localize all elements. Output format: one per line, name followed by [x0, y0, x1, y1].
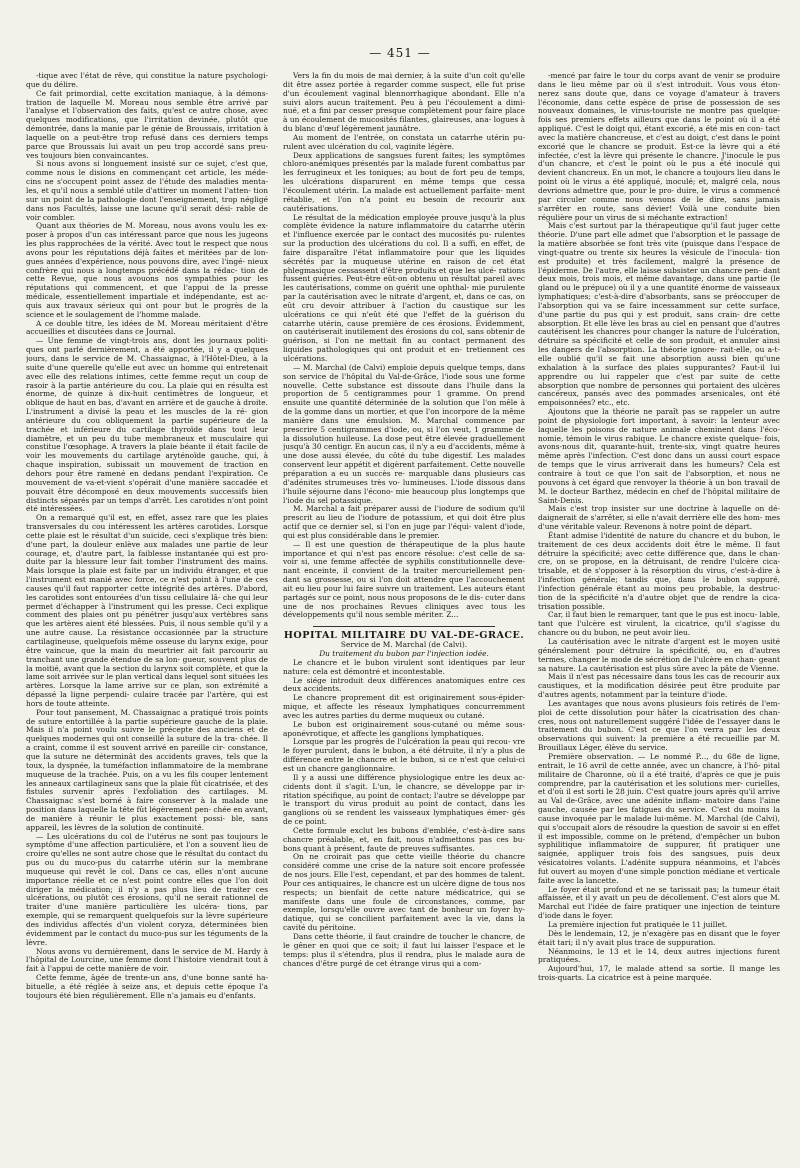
paragraph: Aujourd'hui, 17, le malade attend sa sortie. Il mange les trois-quarts. La cicatrice est à peine marquée.	[538, 964, 780, 983]
paragraph: Quant aux théories de M. Moreau, nous avons voulu les ex- poser à propos d'un cas intéressant parce que nous les jugeons les plus rapprochées de la vérité. Avec tout le respect que nous avons pour les réputations déjà faites et méritées par de lon- gues années d'expérience, nous pouvons dire, avec l'ingé- nieux confrère qui nous a longtemps précédé dans la rédac- tion de cette Revue, que nous avouons nos sympathies pour les réputations qui commencent, et que l'appui de la presse médicale, essentiellement impartiale et indépendante, est ac- quis aux travaux sérieux qui ont pour but le progrès de la science et le soulagement de l'homme malade.	[26, 221, 268, 319]
paragraph: Le bubon est originairement sous-cutané ou même sous- aponévrotique, et affecte les ganglions lymphatiques.	[283, 719, 525, 738]
paragraph: Le siége introduit deux différences anatomiques entre ces deux accidents.	[283, 675, 525, 694]
paragraph: Vers la fin du mois de mai dernier, à la suite d'un coït qu'elle dit être assez portée à regarder comme suspect, elle fut prise d'un écoulement vaginal blennorrhagique abondant. Elle n'a suivi alors aucun traitement. Peu à peu l'écoulement a dimi- nué, et a fini par cesser presque complètement pour faire place à un écoulement de mucosités filantes, glaireuses, ana- logues à du blanc d'œuf légèrement jaunâtre.	[283, 72, 525, 134]
paragraph: La première injection fut pratiquée le 11 juillet.	[548, 920, 728, 929]
column-left	[26, 72, 268, 1152]
paragraph: Néanmoins, le 13 et le 14, deux autres injections furent pratiquées.	[538, 946, 780, 965]
paragraph: Ajoutons que la théorie ne paraît pas se rappeler un autre point de physiologie fort important, à savoir: la lenteur avec laquelle les poisons de nature animale cheminent dans l'éco- nomie, témoin le virus rabique. Le chancre existe quelque- fois, avons-nous dit, quarante-huit, trente-six, vingt quatre heures même après l'infection. C'est donc dans un aussi court espace de temps que le virus arriverait dans les humeurs? Cela est contraire à tout ce que l'on sait de l'absorption, et nous ne pouvons à cet égard que renvoyer la théorie à un bon travail de M. le docteur Barthez, médecin en chef de l'hôpital militaire de Saint-Denis.	[538, 407, 780, 505]
paragraph: Mais c'est surtout par la thérapeutique qu'il faut juger cette théorie. D'une part elle admet que l'absorption et le passage de la matière absorbée se font très vite (puisque dans l'espace de vingt-quatre ou trente six heures la vésicule de l'inocula- tion est produite) et très facilement, malgré la présence de l'épiderme. De l'autre, elle laisse subsister un chancre pen- dant deux mois, trois mois, et même davantage, dans une partie (le gland ou le prépuce) où il y a une quantité énorme de vaisseaux lymphatiques; c'est-à-dire d'absorbants, sans se préoccuper de l'absorption qui va se faire incessamment sur cette surface, d'une partie du pus qui y est produit, sans crain- dre cette absorption. Et elle lève les bras au ciel en pensant que d'autres cautérisent les chancres pour changer la nature de l'ulcération, détruire sa spécificité et celle de son produit, et annuler ainsi les dangers de l'absorption. La théorie ignore- rait-elle, ou a-t-elle oublié qu'il se fait une absorption aussi bien qu'une exhalation à la surface des plaies suppurantes? Faut-il lui apprendre ou lui rappeler que c'est par suite de cette absorption que nombre de personnes qui portaient des ulcères cancéreux, pansés avec des pommades arsenicales, ont été empoisonnées? etc., etc.	[538, 221, 780, 408]
paragraph: On a remarqué qu'il est, en effet, assez rare que les plaies transversales du cou intéressent les artères carotides. Lorsque cette plaie est le résultat d'un suicide, ceci s'explique très bien: d'une part, la douleur enlève aux malades une partie de leur courage, et, d'autre part, la faiblesse instantanée qui est pro- duite par la blessure leur fait tomber l'instrument des mains. Mais lorsque la plaie est faite par un individu étranger, et que l'instrument est manié avec force, ce n'est point à l'une de ces causes qu'il faut rapporter cette intégrité des artères. D'abord, les carotides sont entourées d'un tissu cellulaire lâ- che qui leur permet d'échapper à l'instrument qui les presse. Ceci explique comment des plaies ont pu pénétrer jusqu'aux vertèbres sans que les artères aient été blessées. Puis, il nous semble qu'il y a une autre cause. La résistance occasionnée par la structure cartilagineuse, quelquefois même osseuse du larynx exige, pour être vaincue, que la main du meurtrier ait fait parcourir au tranchant une grande étendue de sa lon- gueur, souvent plus de la moitié, avant que la section du larynx soit complète, et que la lame soit arrivée sur le plan vertical dans lequel sont situées les artères. Lorsque la lame arrive sur ce plan, son extrémité a dépassé la ligne perpendi- culaire tracée par l'artère, qui est hors de toute atteinte.	[26, 513, 268, 708]
column-right	[538, 72, 780, 1152]
paragraph: Ce fait primordial, cette excitation maniaque, à la démons- tration de laquelle M. Moreau nous semble être arrivé par l'analyse et l'observation des faits, qu'est ce autre chose, avec quelques modifications, que l'irritation devinée, plutôt que démontrée, dans la manie par le génie de Broussais, irritation à laquelle on a peut-être trop refusé dans ces derniers temps parce que Broussais lui avait un peu trop accordé sans preu- ves toujours bien convaincantes.	[26, 88, 268, 160]
paragraph: Étant admise l'identité de nature du chancre et du bubon, le traitement de ces deux accidents doit être le même. Il faut détruire la spécificité; avec cette différence que, dans le chan- cre, on se propose, en la détruisant, de rendre l'ulcère cica- trisable, et de s'opposer à la résorption du virus, c'est-à-dire à l'infection générale; tandis que, dans le bubon suppuré, l'infection générale étant au moins peu probable, la destruc- tion de la spécificité n'a d'autre objet que de rendre la cica- trisation possible.	[538, 530, 780, 611]
paragraph: Lorsque par les progrès de l'ulcération la peau qui recou- vre le foyer purulent, dans le bubon, a été détruite, il n'y a plus de différence entre le chancre et le bubon, si ce n'est que celui-ci est un chancre ganglionnaire.	[283, 737, 525, 773]
paragraph: Pour tout pansement, M. Chassaignac a pratiqué trois points de suture entortillée à la partie supérieure gauche de la plaie. Mais il n'a point voulu suivre le précepte des anciens et de quelques modernes qui ont conseillé la suture de la tra- chée. Il a craint, comme il est souvent arrivé en pareille cir- constance, que la suture ne déterminât des accidents graves, tels que la toux, la dyspnée, la tuméfaction inflammatoire de la membrane muqueuse de la trachée. Puis, on a vu les fils couper lentement les anneaux cartilagineux sans que la plaie fût cicatrisée, et des fistules survenir après l'exfoliation des cartilages. M. Chassaignac s'est borné à faire conserver à la malade une position dans laquelle la tête fût légèrement pen- chée en avant, de manière à réunir le plus exactement possi- ble, sans appareil, les lèvres de la solution de continuité.	[26, 707, 268, 832]
paragraph: Dans cette théorie, il faut craindre de toucher le chancre, de le gêner en quoi que ce soit; il faut lui laisser l'espace et le temps: plus il s'étendra, plus il rendra, plus le malade aura de chances d'être purgé de cet étrange virus qui a com-	[283, 932, 525, 968]
paragraph: — Une femme de vingt-trois ans, dont les journaux politi- ques ont parlé dernièrement, a été apportée, il y a quelques jours, dans le service de M. Chassaignac, à l'Hôtel-Dieu, à la suite d'une querelle qu'elle eut avec un homme qui entretenait avec elle des relations intimes, cette femme reçut un coup de rasoir à la partie antérieure du cou. La plaie qui en résulta est énorme, de quinze à dix-huit centimètres de longueur, et oblique de haut en bas, d'avant en arrière et de gauche à droite. L'instrument a divisé la peau et les muscles de la ré- gion antérieure du cou obliquement la partie supérieure de la trachée et inférieure du cartilage thyroïde dans tout leur diamètre, et un peu du tube membraneux et musculaire qui constitue l'œsophage. A travers la plaie béante il était facile de voir les mouvements du cartilage aryténoïde gauche, qui, à chaque inspiration, subissait un mouvement de traction en dehors pour être ramené en dedans pendant l'expiration. Ce mouvement de va-et-vient s'opérait d'une manière saccadée et pouvait être décomposé en deux mouvements successifs bien distincts séparés par un temps d'arrêt. Les carotides n'ont point été intéressées.	[26, 336, 268, 514]
paragraph: Le chancre proprement dit est originairement sous-épider- mique, et affecte les réseaux lymphatiques concurremment avec les autres parties du derme muqueux ou cutané.	[283, 693, 525, 720]
paragraph: Si nous avons si longuement insisté sur ce sujet, c'est que, comme nous le disions en commençant cet article, les méde- cins ne s'occupent point assez de l'étude des maladies menta- les, et qu'il nous a semblé utile d'attirer un moment l'atten- tion sur un point de la pathologie dont l'enseignement, trop négligé dans nos Facultés, laisse une lacune qu'il serait dési- rable de voir combler.	[26, 159, 268, 222]
paragraph: — Les ulcérations du col de l'utérus ne sont pas toujours le symptôme d'une affection particulière, et l'on a souvent lieu de croire qu'elles ne sont autre chose que le résultat du contact du pus ou du muco-pus du catarrhe utérin sur la membrane muqueuse qui revêt le col. Dans ce cas, elles n'ont aucune importance réelle et ce n'est point contre elles que l'on doit diriger la médication; il n'y a pas plus lieu de traiter ces ulcérations, ou plutôt ces érosions, qu'il ne serait rationnel de traiter d'une manière particulière les ulcéra- tions, par exemple, qui se remarquent quelquefois sur la lèvre supérieure des individus affectés d'un violent coryza, déterminées bien évidemment par le contact du muco-pus sur les téguments de la lèvre.	[26, 831, 268, 947]
paragraph: Première observation. — Le nommé P..., du 68e de ligne, entrait, le 16 avril de cette année, avec un chancre, à l'hô- pital militaire de Charonne, où il a été traité, d'après ce que je puis comprendre, par la cautérisation et les solutions mer- curielles, et d'où il est sorti le 28 juin. C'est quatre jours après qu'il arrive au Val de-Grâce, avec une adénite inflam- matoire dans l'aine gauche, causée par les fatigues du service. C'est du moins la cause invoquée par le malade lui-même. M. Marchal (de Calvi), qui s'occupait alors de résoudre la question de savoir si en effet il est impossible, comme on le prétend, d'empêcher un bubon syphilitique inflammatoire de suppurer, fit pratiquer une saignée, appliquer trois fois des sangsues, puis deux vésicatoires volants. L'adénite suppura néanmoins, et l'abcès fut ouvert au moyen d'une simple ponction médiane et verticale faite avec la lancette.	[538, 751, 780, 885]
paragraph: La cautérisation avec le nitrate d'argent est le moyen usité généralement pour détruire la spécificité, ou, en d'autres termes, changer le mode de sécrétion de l'ulcère en chan- geant sa nature. La cautérisation est plus sûre avec la pâte de Vienne.	[538, 637, 780, 673]
section-divider	[313, 626, 495, 627]
column-middle	[283, 72, 525, 1152]
paragraph: Cette formule exclut les bubons d'emblée, c'est-à-dire sans chancre préalable, et, en fait, nous n'admettons pas ces bu- bons quant à présent, faute de preuves suffisantes.	[283, 825, 525, 853]
paragraph: -tique avec l'état de rêve, qui constitue la nature psychologi- que du délire.	[26, 72, 268, 89]
paragraph: Il y a aussi une différence physiologique entre les deux ac- cidents dont il s'agit. L'un, le chancre, se développe par ir- ritation spécifique, au point de contact; l'autre se développe par le transport du virus produit au point de contact, dans les ganglions où se rendent les vaisseaux lymphatiques émer- gés de ce point.	[283, 772, 525, 827]
paragraph: Car, il faut bien le remarquer, tant que le pus est inocu- lable, tant que l'ulcère est virulent, la cicatrice, qu'il s'agisse du chancre ou du bubon, ne peut avoir lieu.	[538, 610, 780, 638]
paragraph: Le foyer était profond et ne se tarissait pas; la tumeur était affaissée, et il y avait un peu de décollement. C'est alors que M. Marchal eut l'idée de faire pratiquer une injection de teinture d'iode dans le foyer.	[538, 884, 780, 921]
paragraph: Le chancre et le bubon virulent sont identiques par leur nature: cela est démontré et incontestable.	[283, 657, 525, 676]
paragraph: M. Marchal a fait préparer aussi de l'iodure de sodium qu'il prescrit au lieu de l'iodure de potassium, et qui doit être plus actif que ce dernier sel, si l'on en juge par l'équi- valent d'iode, qui est plus considérable dans le premier.	[283, 504, 525, 540]
section-title: HOPITAL MILITAIRE DU VAL-DE-GRACE.	[283, 630, 525, 642]
paragraph: Deux applications de sangsues furent faites; les symptômes chloro-anémiques présentés par la malade furent combattus par les ferrugineux et les toniques; au bout de fort peu de temps, les ulcérations disparurent en même temps que cessa l'écoulement utérin. La malade est actuellement parfaite- ment rétablie, et l'on n'a point eu besoin de recourir aux cautérisations.	[283, 150, 525, 213]
paragraph: Le résultat de la médication employée prouve jusqu'à la plus complète évidence la nature inflammatoire du catarrhe utérin et l'influence exercée par le contact des mucosités pu- rulentes sur la production des ulcérations du col. Il a suffi, en effet, de faire disparaître l'état inflammatoire pour que les liquides sécrétés par la muqueuse utérine en raison de cet état phlegmasique cessassent d'être produits et que les ulcé- rations fussent guéries. Peut-être eût-on obtenu un résultat pareil avec les cautérisations, comme on guérit une ophthal- mie purulente par la cautérisation avec le nitrate d'argent, et, dans ce cas, on eût cru devoir attribuer à l'action du caustique sur les ulcérations ce qui n'eût été que l'effet de la guérison du catarrhe utérin, cause première de ces érosions. Évidemment, on cautériserait inutilement des érosions du col, sans obtenir de guérison, si l'on ne mettait fin au contact permanent des liquides pathologiques qui ont produit et en- tretiennent ces ulcérations.	[283, 212, 525, 363]
paragraph: Nous avons vu dernièrement, dans le service de M. Hardy à l'hôpital de Lourcine, une femme dont l'histoire viendrait tout à fait à l'appui de cette manière de voir.	[26, 946, 268, 974]
paragraph: — M. Marchal (de Calvi) emploie depuis quelque temps, dans son service de l'hôpital du Val-de-Grâce, l'iode sous une forme nouvelle. Cette substance est dissoute dans l'huile dans la proportion de 5 centigrammes pour 1 gramme. On prend ensuite une quantité déterminée de la solution que l'on mêle à de la gomme dans un mortier, et que l'on incorpore de la même manière dans une émulsion. M. Marchal commence par prescrire 5 centigrammes d'iode, ou, si l'on veut, 1 gramme de la dissolution huileuse. La dose peut être élevée graduellement jusqu'à 30 centigr. En aucun cas, il n'y a eu d'accidents, même à une dose aussi élevée, du côté du tube digestif. Les malades conservent leur appétit et digèrent parfaitement. Cette nouvelle préparation a eu un succès re- marquable dans plusieurs cas d'adénites strumeuses très vo- lumineuses. L'iode dissous dans l'huile séjourne dans l'écono- mie beaucoup plus longtemps que l'iode du sel potassique.	[283, 362, 525, 505]
paragraph: Dès le lendemain, 12, je n'exagère pas en disant que le foyer était tari; il n'y avait plus trace de suppuration.	[538, 928, 780, 947]
section-subtitle: Du traitement du bubon par l'injection iodée.	[319, 649, 489, 658]
paragraph: A ce double titre, les idées de M. Moreau méritaient d'être accueillies et discutées dans ce Journal.	[26, 318, 268, 337]
paragraph: Cette femme, âgée de trente-un ans, d'une bonne santé ha- bituelle, a été réglée à seize ans, et depuis cette époque l'a toujours été bien régulièrement. Elle n'a jamais eu d'enfants.	[26, 973, 268, 1000]
paragraph: On ne croirait pas que cette vieille théorie du chancre considéré comme une crise de la nature soit encore professée de nos jours. Elle l'est, cependant, et par des hommes de talent. Pour ces antiquaires, le chancre est un ulcère digne de tous nos respects; un bienfait de cette nature médicatrice, qui se manifeste dans une foule de circonstances, comme, par exemple, lorsqu'elle ouvre avec tant de bonheur un foyer hy- datique, qui se concilient parfaitement avec la vie, dans la cavité du péritoine.	[283, 852, 525, 933]
paragraph: Les avantages que nous avons plusieurs fois retirés de l'em- ploi de cette dissolution pour hâter la cicatrisation des chan- cres, nous ont naturellement suggéré l'idée de l'essayer dans le traitement du bubon. C'est ce que l'on verra par les deux observations qui suivent: la première a été recueillie par M. Brouillaux Léger, élève du service.	[538, 698, 780, 753]
page-number: — 451 —	[369, 46, 431, 60]
paragraph: Au moment de l'entrée, on constata un catarrhe utérin pu- rulent avec ulcération du col, vaginite légère.	[283, 132, 525, 151]
paragraph: Mais c'est trop insister sur une doctrine à laquelle on dé- daignerait de s'arrêter, si elle n'avait derrière elle des hom- mes d'une véritable valeur. Revenons à notre point de départ.	[538, 504, 780, 532]
paragraph: — Il est une question de thérapeutique de la plus haute importance et qui n'est pas encore résolue: c'est celle de sa- voir si, une femme affectée de syphilis constitutionnelle deve- nant enceinte, il convient de la traiter mercuriellement pen- dant sa grossesse, ou si l'on doit attendre que l'accouchement ait eu lieu pour lui faire suivre un traitement. Les auteurs étant partagés sur ce point, nous nous proposons de le dis- cuter dans une de nos prochaines Revues cliniques avec tous les développements qu'il nous semble mériter. Z...	[283, 539, 525, 620]
service-line: Service de M. Marchal (de Calvi).	[340, 640, 468, 650]
paragraph: -mencé par faire le tour du corps avant de venir se produire dans le lieu même par où il s'est introduit. Vous vous éton- nerez sans doute que, dans ce voyage d'amateur à travers l'économie, dans cette espèce de prise de possession de ses nouveaux domaines, le virus-touriste ne montre pas quelque- fois ses premiers effets ailleurs que dans le point où il a été appliqué. C'est le doigt qui, étant excorié, a été mis en con- tact avec la matière chancreuse, et c'est au doigt, c'est dans le point excorié que le chancre se produit. Est-ce la lèvre qui a été infectée, c'est la lèvre qui présente le chancre. J'inocule le pus d'un chancre, et c'est le point où le pus a été inoculé qui devient chancreux. En un mot, le chancre a toujours lieu dans le point où le virus a été appliqué, inoculé; et, malgré cela, nous devrions admettre que, pour le pro- duire, le virus a commencé par circuler comme nous venons de le dire, sans jamais s'arrêter en route, sans dévier! Voilà une conduite bien régulière pour un virus de si méchante extraction!	[538, 72, 780, 222]
paragraph: Mais il n'est pas nécessaire dans tous les cas de recourir aux caustiques, et la modification désirée peut être produite par d'autres agents, notamment par la teinture d'iode.	[538, 672, 780, 700]
